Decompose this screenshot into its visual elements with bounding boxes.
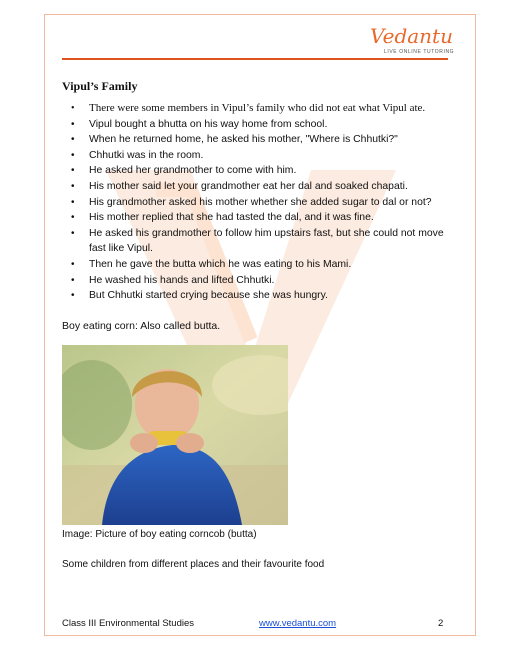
list-item: • His mother said let your grandmother eat her dal and soaked chapati. xyxy=(62,179,446,195)
page-number: 2 xyxy=(438,618,444,629)
list-item: • Chhutki was in the room. xyxy=(62,148,446,164)
list-item: • He washed his hands and lifted Chhutki. xyxy=(62,273,446,289)
list-item: • There were some members in Vipul’s family who did not eat what Vipul ate. xyxy=(62,101,446,117)
logo-tagline: LIVE ONLINE TUTORING xyxy=(384,49,455,55)
list-item: • When he returned home, he asked his mother, "Where is Chhutki?" xyxy=(62,132,446,148)
image-intro-caption: Boy eating corn: Also called butta. xyxy=(62,320,221,332)
list-item: • He asked her grandmother to come with him. xyxy=(62,163,446,179)
list-item: • Vipul bought a bhutta on his way home from school. xyxy=(62,117,446,133)
footer-subject: Class III Environmental Studies xyxy=(62,618,195,629)
list-item: • His grandmother asked his mother whether she added sugar to dal or not? xyxy=(62,195,446,211)
bullet-list xyxy=(62,101,446,304)
image-caption: Image: Picture of boy eating corncob (butta) xyxy=(62,529,257,540)
list-item: • His mother replied that she had tasted the dal, and it was fine. xyxy=(62,210,446,226)
vedantu-logo xyxy=(370,24,466,54)
next-section-caption: Some children from different places and their favourite food xyxy=(62,559,325,570)
section-title: Vipul’s Family xyxy=(62,79,138,93)
list-item: • But Chhutki started crying because she was hungry. xyxy=(62,288,446,304)
logo-wordmark: Vedantu xyxy=(370,24,453,48)
list-item: • He asked his grandmother to follow him upstairs fast, but she could not move fast like Vipul. xyxy=(62,226,446,257)
header-rule xyxy=(62,58,448,60)
list-item: • Then he gave the butta which he was eating to his Mami. xyxy=(62,257,446,273)
boy-eating-corn-photo xyxy=(62,345,288,525)
footer-website-link[interactable]: www.vedantu.com xyxy=(259,618,337,629)
